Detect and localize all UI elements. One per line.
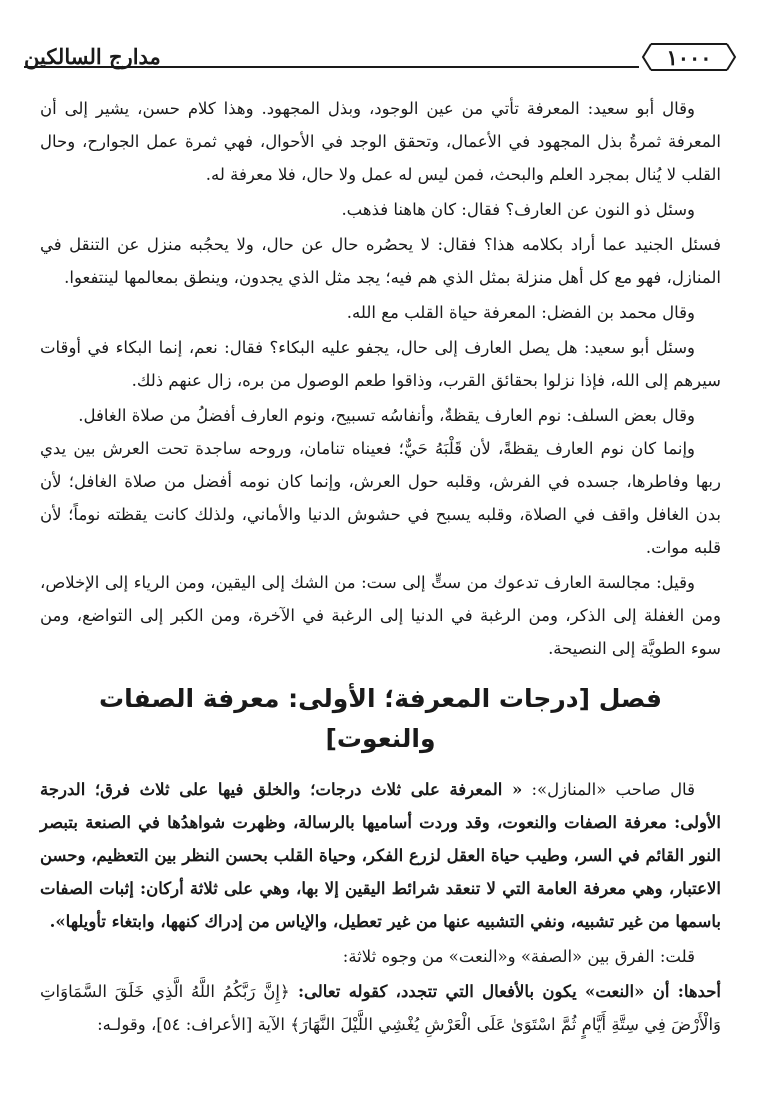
first-lead: أحدها: أن «النعت» يكون بالأفعال التي تتجدد، كقوله تعالى: [289, 982, 721, 1001]
verse-reference: الآية [الأعراف: ٥٤]، وقولـه: [97, 1015, 291, 1034]
section-quote-paragraph [40, 773, 721, 938]
paragraph: قلت: الفرق بين «الصفة» و«النعت» من وجوه ثلاثة: [342, 947, 695, 966]
page-body [40, 92, 721, 1041]
section-heading: فصل [درجات المعرفة؛ الأولى: معرفة الصفات والنعوت] [98, 684, 663, 753]
paragraph: وقال أبو سعيد: المعرفة تأتي من عين الوجود، وبذل المجهود. وهذا كلام حسن، يشير إلى أن المعرفة ثمرةُ بذل المجهود في الأعمال، وتحقق الوجد في الأحوال، فهي ثمرة عمل الجوارح، وحال القلب لا يُنال بمجرد العلم والبحث، فمن ليس له عمل ولا حال، فلا معرفة له. [40, 99, 721, 184]
page-number: ١٠٠٠ [666, 45, 712, 70]
paragraph-with-verse [40, 975, 721, 1041]
page-header [24, 36, 737, 82]
paragraph: وقال محمد بن الفضل: المعرفة حياة القلب مع الله. [346, 303, 695, 322]
paragraph: وقال بعض السلف: نوم العارف يقظةٌ، وأنفاسُه تسبيح، ونوم العارف أفضلُ من صلاة الغافل. [78, 406, 695, 425]
paragraph: فسئل الجنيد عما أراد بكلامه هذا؟ فقال: لا يحصُره حال عن حال، ولا يحجُبه منزل عن التنقل في المنازل، فهو مع كل أهل منزلة بمثل الذي هم فيه؛ يجد مثل الذي يجدون، وينطق بمعالمها لينتفعوا. [40, 235, 721, 287]
manazil-quote: « المعرفة على ثلاث درجات؛ والخلق فيها على ثلاث فرق؛ الدرجة الأولى: معرفة الصفات والنعوت، وقد وردت أساميها بالرسالة، وظهرت شواهدُها في الصنعة بتبصر النور القائم في السر، وطيب حياة العقل لزرع الفكر، وحياة القلب بحسن النظر بين التعظيم، وحسن الاعتبار، وهي معرفة العامة التي لا تنعقد شرائط اليقين إلا بها، وهي على ثلاثة أركان: إثبات الصفات باسمها من غير تشبيه، ونفي التشبيه عنها من غير تعطيل، والإياس من إدراك كنهها، وابتغاء تأويلها». [40, 780, 721, 931]
page-number-frame [641, 42, 737, 72]
quran-verse: ﴿إِنَّ رَبَّكُمُ اللَّهُ الَّذِي خَلَقَ السَّمَاوَاتِ وَالْأَرْضَ فِي سِتَّةِ أَيَّامٍ ثُمَّ اسْتَوَىٰ عَلَى الْعَرْشِ يُغْشِي اللَّيْلَ النَّهَارَ﴾ [40, 982, 721, 1034]
paragraph: وإنما كان نوم العارف يقظةً، لأن قَلْبَهُ حَيٌّ؛ فعيناه تنامان، وروحه ساجدة تحت العرش بين يدي ربها وفاطرها، جسده في الفرش، وقلبه حول العرش، وإنما كان نومه أفضل من صلاة الغافل؛ لأن بدن الغافل واقف في الصلاة، وقلبه يسبح في حشوش الدنيا والأماني، ولذلك كانت يقظته نوماً؛ لأن قلبه موات. [40, 439, 721, 557]
paragraph: وسئل ذو النون عن العارف؟ فقال: كان هاهنا فذهب. [341, 200, 695, 219]
section-intro: قال صاحب «المنازل»: [522, 780, 695, 799]
paragraph: وقيل: مجالسة العارف تدعوك من ستٍّ إلى ست: من الشك إلى اليقين، ومن الرياء إلى الإخلاص، ومن الغفلة إلى الذكر، ومن الرغبة في الدنيا إلى الرغبة في الآخرة، ومن الكبر إلى التواضع، ومن سوء الطويَّة إلى النصيحة. [40, 573, 721, 658]
book-title: مدارج السالكين [24, 44, 161, 69]
paragraph: وسئل أبو سعيد: هل يصل العارف إلى حال، يجفو عليه البكاء؟ فقال: نعم، إنما البكاء في أوقات سيرهم إلى الله، فإذا نزلوا بحقائق القرب، وذاقوا طعم الوصول من بره، زال عنهم ذلك. [40, 338, 721, 390]
